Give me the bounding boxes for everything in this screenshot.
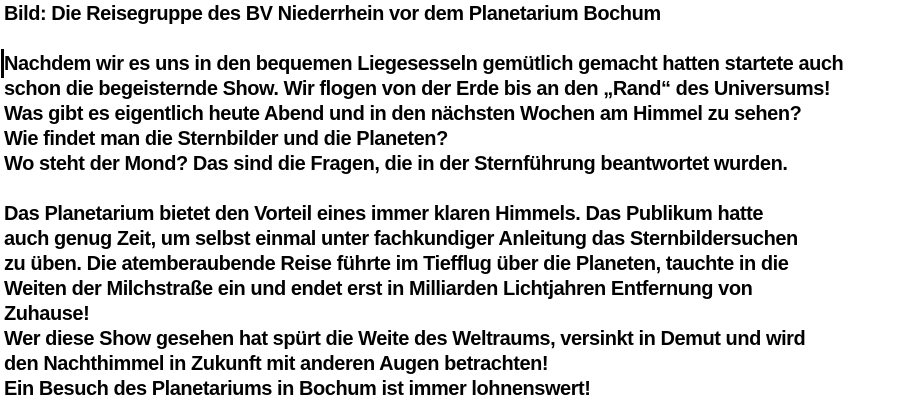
text-line[interactable]: Was gibt es eigentlich heute Abend und in den nächsten Wochen am Himmel zu sehen? <box>4 103 802 125</box>
text-line[interactable]: Ein Besuch des Planetariums in Bochum ist immer lohnenswert! <box>4 378 591 400</box>
text-line[interactable]: Zuhause! <box>4 303 90 325</box>
text-line[interactable]: Wer diese Show gesehen hat spürt die Weite des Weltraums, versinkt in Demut und wird <box>4 328 806 350</box>
text-line[interactable]: Das Planetarium bietet den Vorteil eines immer klaren Himmels. Das Publikum hatte <box>4 203 763 225</box>
text-line[interactable]: den Nachthimmel in Zukunft mit anderen Augen betrachten! <box>4 353 549 375</box>
text-line[interactable]: schon die begeisternde Show. Wir flogen von der Erde bis an den „Rand“ des Universums! <box>4 78 831 100</box>
text-line[interactable]: Weiten der Milchstraße ein und endet erst in Milliarden Lichtjahren Entfernung von <box>4 278 753 300</box>
text-line[interactable]: Wo steht der Mond? Das sind die Fragen, die in der Sternführung beantwortet wurden. <box>4 153 788 175</box>
text-caret <box>1 49 4 78</box>
text-line[interactable]: auch genug Zeit, um selbst einmal unter fachkundiger Anleitung das Sternbildersuchen <box>4 228 798 250</box>
text-line[interactable]: zu üben. Die atemberaubende Reise führte im Tiefflug über die Planeten, tauchte in die <box>4 253 789 275</box>
text-line[interactable]: Nachdem wir es uns in den bequemen Liegesesseln gemütlich gemacht hatten startete auch <box>4 53 844 75</box>
image-caption-line[interactable]: Bild: Die Reisegruppe des BV Niederrhein vor dem Planetarium Bochum <box>4 3 661 25</box>
text-line[interactable]: Wie findet man die Sternbilder und die Planeten? <box>4 128 448 150</box>
blank-line[interactable] <box>4 27 900 52</box>
blank-line[interactable] <box>4 177 900 202</box>
